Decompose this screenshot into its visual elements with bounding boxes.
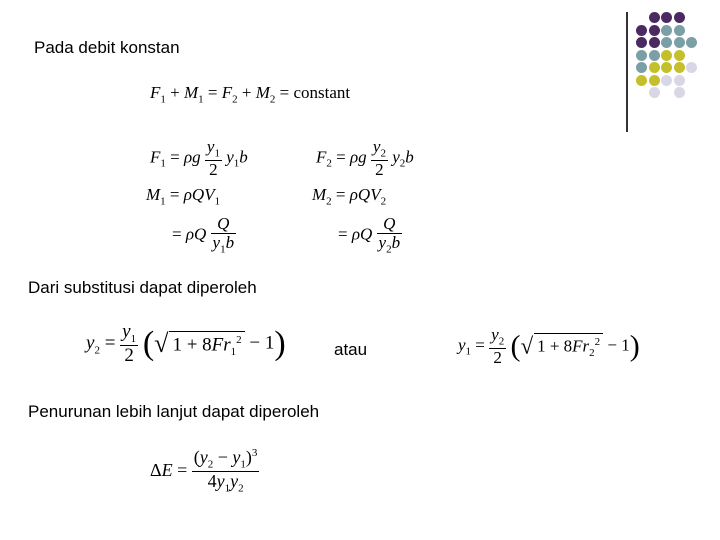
decorative-dot [661,25,672,36]
or-word: atau [334,340,368,359]
decorative-dot [649,25,660,36]
heading-further-derivation: Penurunan lebih lanjut dapat diperoleh [28,402,320,421]
decorative-dot [649,37,660,48]
decorative-dot [649,62,660,73]
force-equation-1: $F_1 = \rho g$ $\frac{y_1}{2}$ $y_1b$ [150,137,248,179]
decorative-dot [674,50,685,61]
decorative-dot [649,75,660,86]
momentum-flux-equation-1: $M_1 = \rho QV_1$ [146,185,221,208]
momentum-flux-expanded-2: = ρQ $\frac{Q}{y_2b}$ [338,214,401,256]
decorative-dot [661,12,672,23]
decorative-dot [636,62,647,73]
decorative-dot [636,25,647,36]
momentum-equation: $F_1 + M_1 = F_2 + M_2$ = constant [150,83,351,106]
decorative-dot [649,87,660,98]
decorative-dot [649,12,660,23]
momentum-flux-equation-2: $M_2 = \rho QV_2$ [312,185,387,208]
heading-substitution: Dari substitusi dapat diperoleh [28,278,257,297]
decorative-divider-line [626,12,628,132]
decorative-dot [636,37,647,48]
decorative-dot [674,62,685,73]
decorative-dot [636,75,647,86]
decorative-dot [661,75,672,86]
decorative-dot [661,50,672,61]
decorative-dot [674,37,685,48]
heading-constant-discharge: Pada debit konstan [34,38,180,57]
decorative-dot [674,75,685,86]
force-equation-2: $F_2 = \rho g$ $\frac{y_2}{2}$ $y_2b$ [316,137,414,179]
sequent-depth-equation-y1: $y_1$ = $\frac{y_2}{2}$ (√ $1 + 8Fr_2^2 - 1$) [458,325,640,367]
sequent-depth-equation-y2: $y_2$ = $\frac{y_1}{2}$ (√ $1 + 8Fr_1^2 - 1$) [86,321,286,367]
decorative-dot [661,37,672,48]
decorative-dot [674,12,685,23]
decorative-dot [686,62,697,73]
energy-loss-equation: ΔE = $\frac{(y_2 - y_1)^3}{4y_1y_2}$ [150,447,258,495]
momentum-flux-expanded-1: = ρQ $\frac{Q}{y_1b}$ [172,214,235,256]
decorative-dot [649,50,660,61]
decorative-dot [674,87,685,98]
decorative-dot [636,50,647,61]
constant-word: constant [293,83,351,102]
decorative-dot [661,62,672,73]
decorative-dot [686,37,697,48]
decorative-dot [674,25,685,36]
